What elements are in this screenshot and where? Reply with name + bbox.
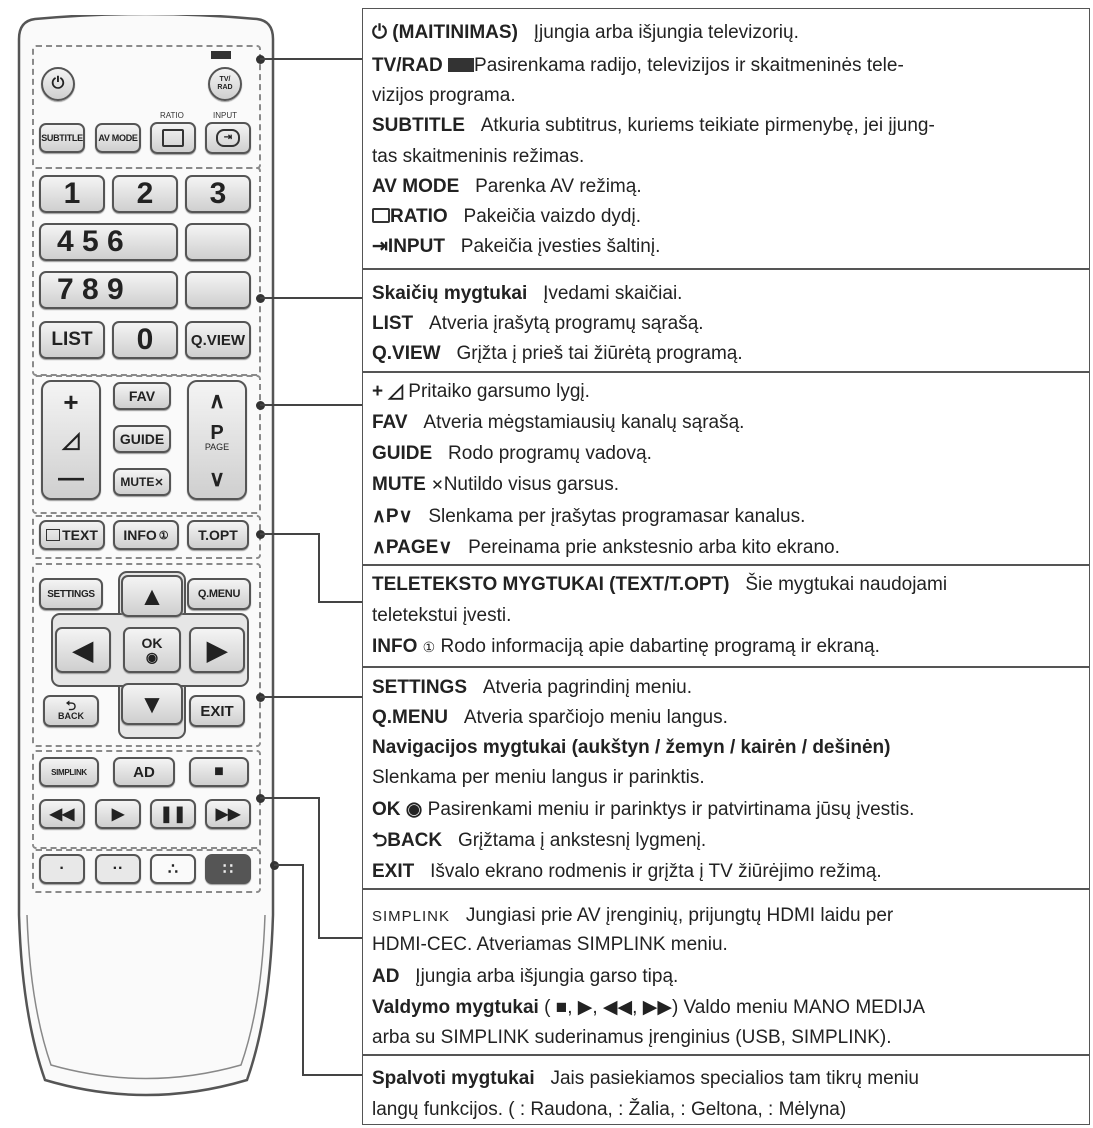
topt-button[interactable]: T.OPT	[187, 520, 249, 550]
page-label: PAGE	[204, 442, 230, 452]
row-subtitle: SUBTITLE Atkuria subtitrus, kuriems teikiate pirmenybę, jei įjung-	[372, 115, 935, 136]
mute-label: MUTE	[120, 475, 155, 489]
blank-button-2[interactable]	[185, 271, 251, 309]
back-icon: ⮌	[65, 698, 77, 713]
row-tvrad-cont: vizijos programa.	[372, 85, 516, 106]
row-qmenu: Q.MENU Atveria sparčiojo meniu langus.	[372, 707, 728, 728]
row-qview: Q.VIEW Grįžta į prieš tai žiūrėtą programą.	[372, 343, 743, 364]
tvrad-button[interactable]	[208, 67, 242, 101]
qview-button[interactable]: Q.VIEW	[185, 321, 251, 359]
rewind-icon: ◀◀	[49, 806, 75, 823]
ratio-icon	[162, 129, 184, 147]
power-button[interactable]	[41, 67, 75, 101]
yellow-button[interactable]	[150, 854, 196, 884]
exit-button[interactable]: EXIT	[189, 695, 245, 727]
subtitle-button[interactable]: SUBTITLE	[39, 123, 85, 153]
input-button[interactable]	[205, 122, 251, 154]
tvrad-icon	[211, 51, 231, 59]
row-fav: FAV Atveria mėgstamiausių kanalų sąrašą.	[372, 412, 745, 433]
row-avmode: AV MODE Parenka AV režimą.	[372, 176, 642, 197]
avmode-button[interactable]: AV MODE	[95, 123, 141, 153]
num-789-button[interactable]: 7 8 9	[39, 271, 178, 309]
remote-control	[15, 15, 277, 1105]
row-input: ⇥INPUT Pakeičia įvesties šaltinį.	[372, 236, 661, 257]
play-button[interactable]	[95, 799, 141, 829]
mute-icon: ✕	[154, 476, 164, 489]
row-list: LIST Atveria įrašytą programų sąrašą.	[372, 313, 704, 334]
num-3-button[interactable]: 3	[185, 175, 251, 213]
arrow-down-icon: ▼	[139, 688, 165, 719]
ok-button[interactable]	[123, 627, 181, 673]
power-icon: ⏻	[51, 75, 65, 92]
row-color-cont: langų funkcijos. ( : Raudona, : Žalia, : Geltona, : Mėlyna)	[372, 1099, 847, 1120]
green-button[interactable]	[95, 854, 141, 884]
row-nav-cont: Slenkama per meniu langus ir parinktis.	[372, 767, 705, 788]
row-color: Spalvoti mygtukai Jais pasiekiamos specialios tam tikrų meniu	[372, 1068, 919, 1089]
row-back: ⮌BACK Grįžtama į ankstesnį lygmenį.	[372, 830, 707, 851]
info-icon: ①	[158, 529, 169, 542]
blue-dots-icon: ∷	[222, 861, 234, 878]
input-tiny-label: INPUT	[213, 111, 237, 120]
row-exit: EXIT Išvalo ekrano rodmenis ir grįžta į TV žiūrėjimo režimą.	[372, 861, 882, 882]
row-ratio: RATIO Pakeičia vaizdo dydį.	[372, 206, 641, 228]
nav-right-button[interactable]	[189, 627, 245, 673]
row-page: ∧PAGE∨ Pereinama prie ankstesnio arba kito ekrano.	[372, 537, 840, 558]
list-button[interactable]: LIST	[39, 321, 105, 359]
arrow-left-icon: ◀	[73, 634, 93, 665]
fav-button[interactable]: FAV	[113, 382, 171, 410]
section-power	[362, 8, 1090, 269]
num-2-button[interactable]: 2	[112, 175, 178, 213]
text-label: TEXT	[62, 527, 98, 543]
rewind-button[interactable]	[39, 799, 85, 829]
ratio-text-icon	[372, 208, 390, 223]
fastforward-icon: ▶▶	[215, 806, 241, 823]
info-button[interactable]	[113, 520, 179, 550]
blank-button-1[interactable]	[185, 223, 251, 261]
ok-icon: ◉	[145, 649, 159, 665]
tvrad-label-rad: RAD	[217, 84, 233, 91]
simplink-logo: SIMPLINK	[372, 908, 451, 925]
tvrad-text-icon	[448, 58, 474, 72]
num-1-button[interactable]: 1	[39, 175, 105, 213]
num-0-button[interactable]: 0	[112, 321, 178, 359]
row-power: ⏻ (MAITINIMAS) Įjungia arba išjungia televizorių.	[372, 22, 799, 43]
row-mute: MUTE ✕Nutildo visus garsus.	[372, 474, 619, 495]
input-text-icon: ⇥	[372, 236, 388, 257]
simplink-button[interactable]: SIMPLINK	[39, 757, 99, 787]
mute-button[interactable]	[113, 468, 171, 496]
info-text-icon: ①	[422, 639, 436, 655]
nav-down-button[interactable]	[121, 683, 183, 725]
yellow-dots-icon: ∴	[167, 861, 179, 878]
row-nav: Navigacijos mygtukai (aukštyn / žemyn / kairėn / dešinėn)	[372, 737, 891, 758]
teletext-icon	[46, 529, 60, 541]
row-program: ∧P∨ Slenkama per įrašytas programasar kanalus.	[372, 506, 806, 527]
stop-icon: ■	[214, 763, 224, 780]
red-dot-icon: ·	[59, 860, 65, 877]
volume-icon: ◿	[62, 426, 80, 452]
play-icon: ▶	[111, 806, 125, 823]
nav-left-button[interactable]	[55, 627, 111, 673]
pause-button[interactable]	[150, 799, 196, 829]
program-label: P	[210, 422, 224, 444]
row-numbers: Skaičių mygtukai Įvedami skaičiai.	[372, 283, 683, 304]
tvrad-label-tv: TV/	[219, 76, 231, 83]
mute-text-icon: ✕	[431, 477, 444, 494]
ratio-tiny-label: RATIO	[160, 111, 184, 120]
back-label: BACK	[58, 711, 84, 721]
ad-button[interactable]: AD	[113, 757, 175, 787]
num-456-button[interactable]: 4 5 6	[39, 223, 178, 261]
row-ad: AD Įjungia arba išjungia garso tipą.	[372, 966, 679, 987]
fastforward-button[interactable]	[205, 799, 251, 829]
row-simplink: SIMPLINK Jungiasi prie AV įrenginių, prijungtų HDMI laidu per	[372, 905, 894, 926]
row-info: INFO ① Rodo informaciją apie dabartinę programą ir ekraną.	[372, 636, 880, 657]
row-teletext-cont: teletekstui įvesti.	[372, 605, 512, 626]
volume-up-label: +	[63, 386, 79, 417]
pause-icon: ❚❚	[159, 806, 187, 823]
row-volume: + ◿ Pritaiko garsumo lygį.	[372, 381, 590, 402]
row-tvrad: TV/RAD Pasirenkama radijo, televizijos ir skaitmeninės tele-	[372, 55, 904, 76]
row-settings: SETTINGS Atveria pagrindinį meniu.	[372, 677, 692, 698]
program-rocker[interactable]	[187, 380, 247, 500]
chevron-down-icon: ∨	[208, 466, 226, 491]
settings-button[interactable]: SETTINGS	[39, 578, 103, 610]
stop-button[interactable]	[189, 757, 249, 787]
volume-rocker[interactable]	[41, 380, 101, 500]
ok-label: OK	[141, 635, 163, 651]
green-dots-icon: ··	[112, 860, 124, 877]
nav-up-button[interactable]	[121, 575, 183, 617]
row-ok: OK ◉ Pasirenkami meniu ir parinktys ir patvirtinama jūsų įvestis.	[372, 799, 915, 820]
arrow-up-icon: ▲	[139, 580, 165, 611]
guide-button[interactable]: GUIDE	[113, 425, 171, 453]
row-guide: GUIDE Rodo programų vadovą.	[372, 443, 652, 464]
text-button[interactable]	[39, 520, 105, 550]
row-simplink-cont: HDMI-CEC. Atveriamas SIMPLINK meniu.	[372, 934, 728, 955]
arrow-right-icon: ▶	[207, 634, 227, 665]
ratio-button[interactable]	[150, 122, 196, 154]
input-icon: ⇥	[216, 129, 240, 147]
info-label: INFO	[123, 527, 157, 543]
volume-down-label: —	[58, 462, 84, 493]
back-button[interactable]	[43, 695, 99, 727]
red-button[interactable]	[39, 854, 85, 884]
row-teletext: TELETEKSTO MYGTUKAI (TEXT/T.OPT) Šie mygtukai naudojami	[372, 574, 948, 595]
row-media-cont: arba su SIMPLINK suderinamus įrenginius (USB, SIMPLINK).	[372, 1027, 892, 1048]
qmenu-button[interactable]: Q.MENU	[187, 578, 251, 610]
row-subtitle-cont: tas skaitmeninis režimas.	[372, 146, 585, 167]
blue-button[interactable]	[205, 854, 251, 884]
chevron-up-icon: ∧	[208, 388, 226, 413]
row-media: Valdymo mygtukai ( ■, ▶, ◀◀, ▶▶) Valdo meniu MANO MEDIJA	[372, 997, 925, 1018]
